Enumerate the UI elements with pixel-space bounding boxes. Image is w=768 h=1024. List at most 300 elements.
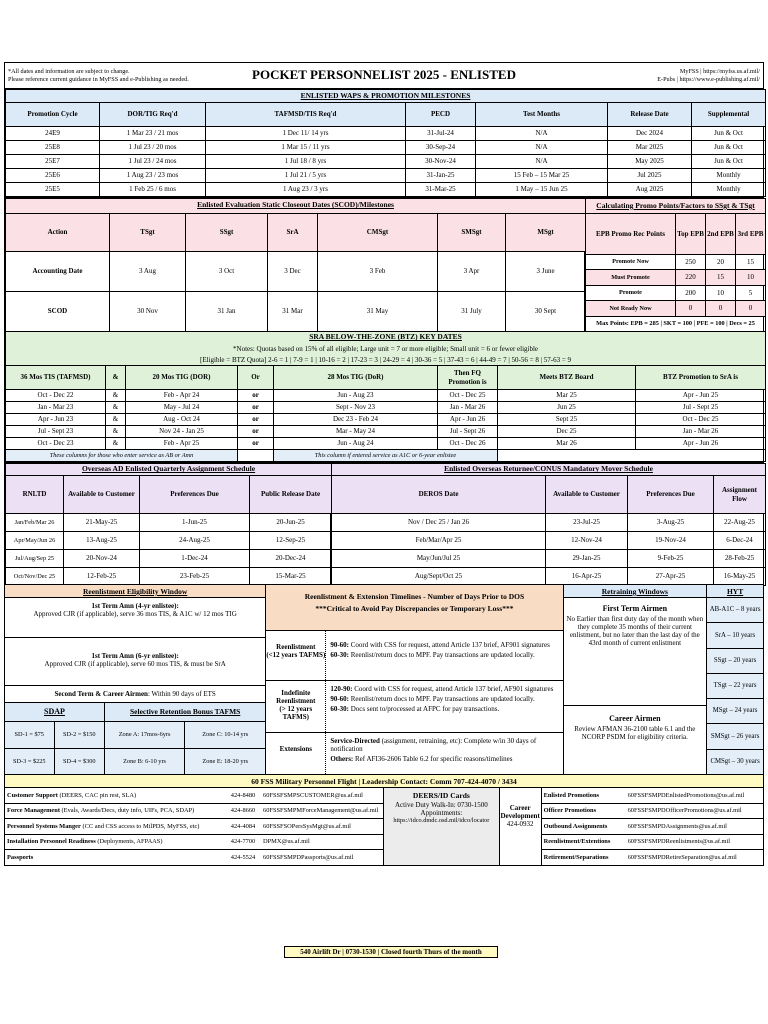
contact-name: Force Management — [7, 807, 60, 815]
table-cell: 0 — [676, 301, 706, 316]
table-cell: 31 May — [318, 291, 438, 331]
table-cell: 9-Feb-25 — [628, 550, 714, 568]
table-row — [6, 414, 766, 426]
srb-zone: Zone E: 18-20 yrs — [202, 757, 249, 765]
contact-name: Outbound Assignments — [543, 822, 608, 830]
table-cell: Oct - Dec 25 — [636, 414, 766, 426]
waps-title: ENLISTED WAPS & PROMOTION MILESTONES — [6, 90, 766, 103]
contact-desc: (Deployments, AFPAAS) — [95, 838, 163, 846]
contact-row — [542, 819, 763, 835]
hyt-item: AB-A1C – 8 years — [707, 598, 763, 623]
second-term-head: Second Term & Career Airmen — [54, 690, 148, 698]
timeline-key: 90-60: — [330, 641, 349, 649]
table-row — [332, 568, 766, 586]
contact-phone: 424-8660 — [230, 807, 256, 815]
column-header: DEROS Date — [332, 476, 546, 514]
contact-name: Passports — [7, 854, 34, 862]
deers-appointments: Appointments: — [420, 808, 463, 817]
table-cell: N/A — [476, 155, 608, 169]
sdap-rate: SD-3 = $225 — [5, 749, 55, 775]
table-cell: Feb - Apr 24 — [126, 390, 238, 402]
table-cell: 3-Aug-25 — [628, 514, 714, 532]
promo-footnote: Max Points: EPB = 285 | SKT = 100 | PFE = 100 | Decs = 25 — [586, 316, 766, 331]
table-cell: Jun & Oct — [692, 127, 766, 141]
table-cell: Aug 2025 — [608, 183, 692, 197]
table-cell: May/Jun/Jul 25 — [332, 550, 546, 568]
table-cell: Jun 25 — [498, 402, 636, 414]
table-cell: May 2025 — [608, 155, 692, 169]
table-cell: Oct - Dec 26 — [438, 438, 498, 450]
reenlist-window-title: Reenlistment Eligibility Window — [5, 585, 265, 598]
table-cell: Monthly — [692, 169, 766, 183]
table-cell: Feb - Apr 25 — [126, 438, 238, 450]
table-cell: 30-Nov-24 — [406, 155, 476, 169]
srb-title: Selective Retention Bonus TAFMS — [129, 707, 241, 716]
column-header: EPB Promo Rec Points — [586, 214, 676, 254]
returnee-table — [331, 463, 766, 586]
table-cell: Sept - Nov 23 — [274, 402, 438, 414]
table-cell: Apr - Jun 26 — [636, 438, 766, 450]
table-cell: Dec 25 — [498, 426, 636, 438]
table-row — [6, 155, 766, 169]
table-cell: 3 Feb — [318, 251, 438, 291]
table-row — [6, 390, 766, 402]
hyt-item: TSgt – 22 years — [707, 674, 763, 699]
first-term-airmen-text: No Earlier than first duty day of the month when they complete 35 months of their current enlistment, but no later than the last day of the 43rd month of current enlistment — [566, 615, 704, 648]
table-cell: 19-Nov-24 — [628, 532, 714, 550]
table-cell: 1 Jul 23 / 24 mos — [100, 155, 206, 169]
table-cell: 3 June — [506, 251, 586, 291]
promo-points-table — [585, 198, 766, 332]
table-cell: 1 Mar 15 / 11 yrs — [206, 141, 406, 155]
contact-email[interactable]: 60FSSFSMPMForceManagement@us.af.mil — [263, 807, 379, 815]
table-cell: Oct - Dec 23 — [6, 438, 106, 450]
contact-row — [542, 850, 763, 866]
table-cell: 1-Dec-24 — [140, 550, 250, 568]
myfss-link[interactable]: MyFSS | https://myfss.us.af.mil/ — [679, 67, 760, 75]
timeline-key: 120-90: — [330, 685, 353, 693]
table-cell: 15 — [736, 254, 766, 269]
contact-phone: 424-5524 — [230, 854, 256, 862]
table-cell: Oct/Nov/Dec 25 — [6, 568, 64, 586]
timeline-line — [330, 651, 560, 659]
contact-email[interactable]: 60FSSFSMPDReenlistments@us.af.mil — [627, 838, 731, 846]
table-row — [6, 251, 586, 291]
table-cell: SCOD — [6, 291, 110, 331]
contact-desc: (DEERS, CAC pin rest, SLA) — [57, 791, 137, 799]
table-cell: 200 — [676, 285, 706, 300]
table-cell: & — [106, 426, 126, 438]
table-cell: 250 — [676, 254, 706, 269]
column-header: CMSgt — [318, 213, 438, 251]
table-cell: & — [106, 390, 126, 402]
column-header: TAFMSD/TIS Req'd — [206, 103, 406, 127]
promo-title: Calculating Promo Points/Factors to SSgt & TSgt — [586, 199, 766, 214]
table-row — [332, 514, 766, 532]
timeline-key: 60-30: — [330, 651, 349, 660]
page-title: POCKET PERSONNELIST 2025 - ENLISTED — [252, 67, 516, 83]
table-cell: 31 July — [438, 291, 506, 331]
scod-title: Enlisted Evaluation Static Closeout Dates (SCOD)/Milestones — [6, 199, 586, 214]
hyt-title: HYT — [707, 585, 763, 598]
table-cell: Must Promote — [586, 270, 676, 285]
table-cell: Jan/Feb/Mar 26 — [6, 514, 64, 532]
sdap-rate: SD-2 = $150 — [55, 722, 105, 749]
contact-row — [5, 804, 383, 820]
header-note: Please reference current guidance in MyFSS and e-Publishing as needed. — [8, 75, 189, 83]
contact-row — [542, 835, 763, 851]
table-cell: N/A — [476, 127, 608, 141]
career-development-phone: 424-0932 — [506, 820, 534, 829]
table-cell: Jun & Oct — [692, 155, 766, 169]
table-cell: 30-Sep-24 — [406, 141, 476, 155]
table-cell: Apr/May/Jun 26 — [6, 532, 64, 550]
table-cell: Dec 2024 — [608, 127, 692, 141]
timeline-key: Service-Directed — [330, 737, 380, 745]
table-cell: Mar - May 24 — [274, 426, 438, 438]
table-cell: 28-Feb-25 — [714, 550, 766, 568]
table-cell: 31-Mar-25 — [406, 183, 476, 197]
table-cell: 3 Aug — [110, 251, 186, 291]
table-cell: 24-Aug-25 — [140, 532, 250, 550]
table-cell: 1-Jun-25 — [140, 514, 250, 532]
table-cell: or — [238, 426, 274, 438]
column-header: SMSgt — [438, 213, 506, 251]
table-row — [6, 291, 586, 331]
contact-email[interactable]: DPMX@us.af.mil — [263, 838, 310, 846]
contact-name: Installation Personnel Readiness — [7, 838, 96, 846]
deers-title: DEERS/ID Cards — [412, 791, 470, 800]
contact-email[interactable]: 60FSSFSMPDEnlistedPromotions@us.af.mil — [627, 791, 745, 799]
contact-name: Enlisted Promotions — [543, 791, 600, 799]
table-cell: Jul 2025 — [608, 169, 692, 183]
timeline-line — [330, 755, 560, 763]
contact-desc: (CC and CSS access to MilPDS, MyFSS, etc) — [80, 822, 200, 830]
table-cell: 25E8 — [6, 141, 100, 155]
column-header: Assignment Flow — [714, 476, 766, 514]
reenlistment-sublabel: (<12 years TAFMS) — [266, 651, 326, 660]
column-header: Preferences Due — [628, 476, 714, 514]
table-cell: 16-Apr-25 — [546, 568, 628, 586]
column-header: Promotion Cycle — [6, 103, 100, 127]
table-cell: Mar 26 — [498, 438, 636, 450]
indefinite-label: Indefinite Reenlistment — [276, 689, 316, 706]
table-cell: Jan - Mar 26 — [636, 426, 766, 438]
table-row — [586, 285, 766, 300]
column-header: Release Date — [608, 103, 692, 127]
column-header: Then FQ Promotion is — [438, 366, 498, 390]
column-header: 20 Mos TIG (DOR) — [126, 366, 238, 390]
contact-email[interactable]: 60FSSFSMPDRetireSeparation@us.af.mil — [627, 854, 737, 862]
table-cell: Promote — [586, 285, 676, 300]
indefinite-sublabel: (> 12 years TAFMS) — [279, 705, 313, 722]
table-cell: 0 — [736, 301, 766, 316]
column-header: PECD — [406, 103, 476, 127]
btz-table — [5, 331, 766, 462]
table-cell: 1 Jul 21 / 5 yrs — [206, 169, 406, 183]
returnee-title: Enlisted Overseas Returnee/CONUS Mandatory Mover Schedule — [332, 464, 766, 476]
table-cell: 20-Dec-24 — [250, 550, 332, 568]
table-cell: Apr - Jun 26 — [438, 414, 498, 426]
career-airmen-text: Review AFMAN 36-2100 table 6.1 and the NCORP PSDM for eligibility criteria. — [574, 725, 696, 742]
table-cell: 16-May-25 — [714, 568, 766, 586]
table-cell: 12-Sep-25 — [250, 532, 332, 550]
timeline-text: (assignment, retraining, etc): Complete w/in 30 days of notification — [330, 737, 537, 754]
table-cell: Nov / Dec 25 / Jan 26 — [332, 514, 546, 532]
column-header: MSgt — [506, 213, 586, 251]
table-cell: 5 — [736, 285, 766, 300]
hyt-item: CMSgt – 30 years — [710, 757, 760, 765]
timeline-text: Reenlist/return docs to MPF. Pay transactions are updated locally. — [350, 651, 535, 660]
table-cell: 10 — [736, 270, 766, 285]
column-header: SrA — [268, 213, 318, 251]
column-header: & — [106, 366, 126, 390]
timeline-text: Ref AFI36-2606 Table 6.2 for specific reasons/timelines — [355, 755, 513, 764]
table-cell: Nov 24 - Jan 25 — [126, 426, 238, 438]
table-cell: Feb/Mar/Apr 25 — [332, 532, 546, 550]
table-row — [6, 426, 766, 438]
table-cell: 3 Dec — [268, 251, 318, 291]
pocket-personnelist-sheet — [4, 62, 764, 866]
waps-table — [5, 89, 766, 197]
hyt-item: MSgt – 24 years — [707, 699, 763, 724]
timeline-line — [330, 695, 560, 703]
table-row — [586, 254, 766, 269]
table-cell: 15 Feb – 15 Mar 25 — [476, 169, 608, 183]
table-cell: Jul - Sept 26 — [438, 426, 498, 438]
table-cell: 23-Jul-25 — [546, 514, 628, 532]
table-cell: 30 Nov — [110, 291, 186, 331]
contact-email[interactable]: 60FSSFSMPDPassports@us.af.mil — [263, 854, 354, 862]
table-cell: 15-Mar-25 — [250, 568, 332, 586]
timeline-line — [330, 641, 560, 649]
contact-row — [542, 788, 763, 804]
timeline-key: Others: — [330, 755, 354, 764]
sdap-title: SDAP — [5, 703, 105, 721]
table-row — [332, 550, 766, 568]
contact-row — [5, 850, 383, 866]
timeline-key: 60-30: — [330, 705, 349, 714]
table-cell: 23-Feb-25 — [140, 568, 250, 586]
table-cell: & — [106, 438, 126, 450]
table-cell: & — [106, 414, 126, 426]
column-header: Test Months — [476, 103, 608, 127]
table-cell: 1 May – 15 Jun 25 — [476, 183, 608, 197]
table-cell: Oct - Dec 22 — [6, 390, 106, 402]
column-header: TSgt — [110, 213, 186, 251]
table-cell: 0 — [706, 301, 736, 316]
btz-foot-1: These columns for those who enter service as AB or Amn — [6, 450, 238, 462]
srb-zone: Zone A: 17mos-6yrs — [105, 722, 185, 749]
table-cell: 20-Jun-25 — [250, 514, 332, 532]
table-cell: 3 Apr — [438, 251, 506, 291]
contact-row — [5, 819, 383, 835]
table-cell: Mar 25 — [498, 390, 636, 402]
contact-phone: 424-8480 — [230, 791, 256, 799]
extensions-label: Extensions — [279, 745, 312, 753]
timeline-text: Coord with CSS for request, attend Article 137 brief, AF901 signatures — [350, 641, 550, 649]
table-cell: Accounting Date — [6, 251, 110, 291]
first-term-airmen-head: First Term Airmen — [602, 604, 668, 613]
table-cell: or — [238, 438, 274, 450]
career-airmen-head: Career Airmen — [609, 714, 661, 723]
table-cell: Not Ready Now — [586, 301, 676, 316]
table-row — [586, 270, 766, 285]
column-header: Meets BTZ Board — [498, 366, 636, 390]
table-row — [6, 550, 332, 568]
table-cell: 220 — [676, 270, 706, 285]
contact-name: Customer Support — [7, 791, 58, 799]
table-cell: 1 Mar 23 / 21 mos — [100, 127, 206, 141]
table-cell: Oct - Dec 25 — [438, 390, 498, 402]
btz-foot-2: This column if entered service as A1C or 6-year enlistee — [274, 450, 498, 462]
table-cell: 12-Nov-24 — [546, 532, 628, 550]
table-cell: 27-Apr-25 — [628, 568, 714, 586]
contact-phone: 424-7700 — [230, 838, 256, 846]
table-row — [6, 532, 332, 550]
column-header: Supplemental — [692, 103, 766, 127]
table-cell: or — [238, 390, 274, 402]
contact-email[interactable]: 60FSSFSMPDOfficerPromotions@us.af.mil — [627, 807, 742, 815]
contact-email[interactable]: 60FSSFSOPersSysMgt@us.af.mil — [263, 822, 351, 830]
table-cell: 25E5 — [6, 183, 100, 197]
table-row — [6, 169, 766, 183]
timeline-text: Reenlist/return docs to MPF. Pay transactions are updated locally. — [350, 695, 535, 704]
timeline-text: Docs sent to/processed at AFPC for pay transactions. — [350, 705, 500, 714]
table-row — [6, 141, 766, 155]
hyt-item: SMSgt – 26 years — [707, 724, 763, 749]
table-cell: 31-Jan-25 — [406, 169, 476, 183]
table-row — [6, 402, 766, 414]
btz-title: SRA BELOW-THE-ZONE (BTZ) KEY DATES — [6, 332, 766, 344]
career-development-label: Career Development — [500, 804, 540, 821]
contact-name: Personnel Systems Manger — [7, 822, 81, 830]
contact-name: Reenlistment/Extentions — [543, 838, 611, 846]
timeline-line — [330, 737, 560, 753]
table-row — [586, 301, 766, 316]
table-cell: Monthly — [692, 183, 766, 197]
contact-row — [542, 804, 763, 820]
table-cell: Jan - Mar 26 — [438, 402, 498, 414]
column-header: Available to Customer — [546, 476, 628, 514]
column-header: SSgt — [186, 213, 268, 251]
contact-phone: 424-4084 — [230, 822, 256, 830]
table-cell: Mar 2025 — [608, 141, 692, 155]
btz-note: *Notes: Quotas based on 15% of all eligible; Large unit = 7 or more eligible; Small unit = 6 or fewer eligible — [6, 344, 766, 355]
table-cell: 1 Aug 23 / 3 yrs — [206, 183, 406, 197]
table-cell: 22-Aug-25 — [714, 514, 766, 532]
table-cell: or — [238, 402, 274, 414]
srb-zone: Zone B: 6-10 yrs — [105, 749, 185, 775]
table-cell: 15 — [706, 270, 736, 285]
contacts-left — [5, 788, 384, 865]
sdap-rate: SD-4 = $300 — [62, 757, 96, 765]
first-term-4yr-head: 1st Term Amn (4-yr enlistee): — [91, 602, 179, 610]
table-cell: Jun - Aug 24 — [274, 438, 438, 450]
column-header: DOR/TIG Req'd — [100, 103, 206, 127]
column-header: BTZ Promotion to SrA is — [636, 366, 766, 390]
table-row — [6, 438, 766, 450]
table-cell: 1 Dec 11/ 14 yrs — [206, 127, 406, 141]
table-row — [6, 514, 332, 532]
table-cell: 3 Oct — [186, 251, 268, 291]
first-term-6yr-head: 1st Term Amn (6-yr enlistee): — [91, 652, 179, 660]
table-cell: Jul/Aug/Sep 25 — [6, 550, 64, 568]
contact-email[interactable]: 60FSSFSMPDAssignments@us.af.mil — [627, 822, 727, 830]
epubs-link[interactable]: E-Pubs | https://www.e-publishing.af.mil/ — [657, 75, 760, 83]
table-cell: Apr - Jun 23 — [6, 414, 106, 426]
table-cell: 30 Sept — [506, 291, 586, 331]
table-cell: 24E9 — [6, 127, 100, 141]
contact-row — [5, 835, 383, 851]
table-cell: & — [106, 402, 126, 414]
scod-table — [5, 198, 586, 332]
retraining-title: Retraining Windows — [564, 585, 707, 598]
timeline-text: Coord with CSS for request, attend Article 137 brief, AF901 signatures — [354, 685, 554, 693]
table-cell: 20-Nov-24 — [64, 550, 140, 568]
btz-quota-note: [Eligible = BTZ Quota] 2-6 = 1 | 7-9 = 1 | 10-16 = 2 | 17-23 = 3 | 24-29 = 4 | 30-36 = 5 | 37-43 = 6 | 44-49 = 7 | 50-56 = 8 | 57-63 = 9 — [6, 355, 766, 366]
table-cell: 25E7 — [6, 155, 100, 169]
table-row — [6, 568, 332, 586]
table-cell: Promote Now — [586, 254, 676, 269]
hyt-item: SrA – 10 years — [707, 623, 763, 648]
table-cell: 25E6 — [6, 169, 100, 183]
address-bar: 540 Airlift Dr | 0730-1530 | Closed fourth Thurs of the month — [284, 946, 498, 958]
reenlistment-label: Reenlistment — [276, 643, 316, 651]
srb-zone: Zone C: 10-14 yrs — [185, 722, 265, 749]
table-cell: 6-Dec-24 — [714, 532, 766, 550]
contact-name: Retirement/Separations — [543, 854, 609, 862]
table-cell: Jul - Sept 23 — [6, 426, 106, 438]
table-cell: Jun & Oct — [692, 141, 766, 155]
header-note: *All dates and information are subject to change. — [8, 67, 130, 75]
table-cell: Jun - Aug 23 — [274, 390, 438, 402]
deers-link[interactable]: https://idco.dmdc.osd.mil/idco/locator — [393, 816, 490, 824]
table-cell: 1 Jul 18 / 8 yrs — [206, 155, 406, 169]
table-cell: Apr - Jun 25 — [636, 390, 766, 402]
sdap-rate: SD-1 = $75 — [5, 722, 55, 749]
table-cell: Jan - Mar 23 — [6, 402, 106, 414]
table-cell: Dec 23 - Feb 24 — [274, 414, 438, 426]
table-cell: 21-May-25 — [64, 514, 140, 532]
first-term-6yr-text: Approved CJR (if applicable), serve 60 mos TIS, & must be SrA — [44, 660, 226, 669]
contact-email[interactable]: 60FSSFSMPSCUSTOMER@us.af.mil — [263, 791, 363, 799]
column-header: Top EPB — [676, 214, 706, 254]
column-header: Or — [238, 366, 274, 390]
table-cell: Aug - Oct 24 — [126, 414, 238, 426]
table-cell: or — [238, 414, 274, 426]
table-row — [6, 183, 766, 197]
table-cell: 20 — [706, 254, 736, 269]
overseas-title: Overseas AD Enlisted Quarterly Assignment Schedule — [6, 464, 332, 476]
table-cell: May - Jul 24 — [126, 402, 238, 414]
column-header: 28 Mos TIG (DoR) — [274, 366, 438, 390]
column-header: 3rd EPB — [736, 214, 766, 254]
table-row — [332, 532, 766, 550]
deers-walkin: Active Duty Walk-In: 0730-1500 — [394, 800, 488, 809]
contact-name: Officer Promotions — [543, 807, 597, 815]
table-cell: 12-Feb-25 — [64, 568, 140, 586]
table-cell: 1 Aug 23 / 23 mos — [100, 169, 206, 183]
contact-row — [5, 788, 383, 804]
table-cell: 31 Mar — [268, 291, 318, 331]
column-header: 2nd EPB — [706, 214, 736, 254]
column-header: Public Release Date — [250, 476, 332, 514]
overseas-table — [5, 463, 332, 586]
table-cell: Jul - Sept 25 — [636, 402, 766, 414]
table-row — [6, 127, 766, 141]
column-header: Preferences Due — [140, 476, 250, 514]
